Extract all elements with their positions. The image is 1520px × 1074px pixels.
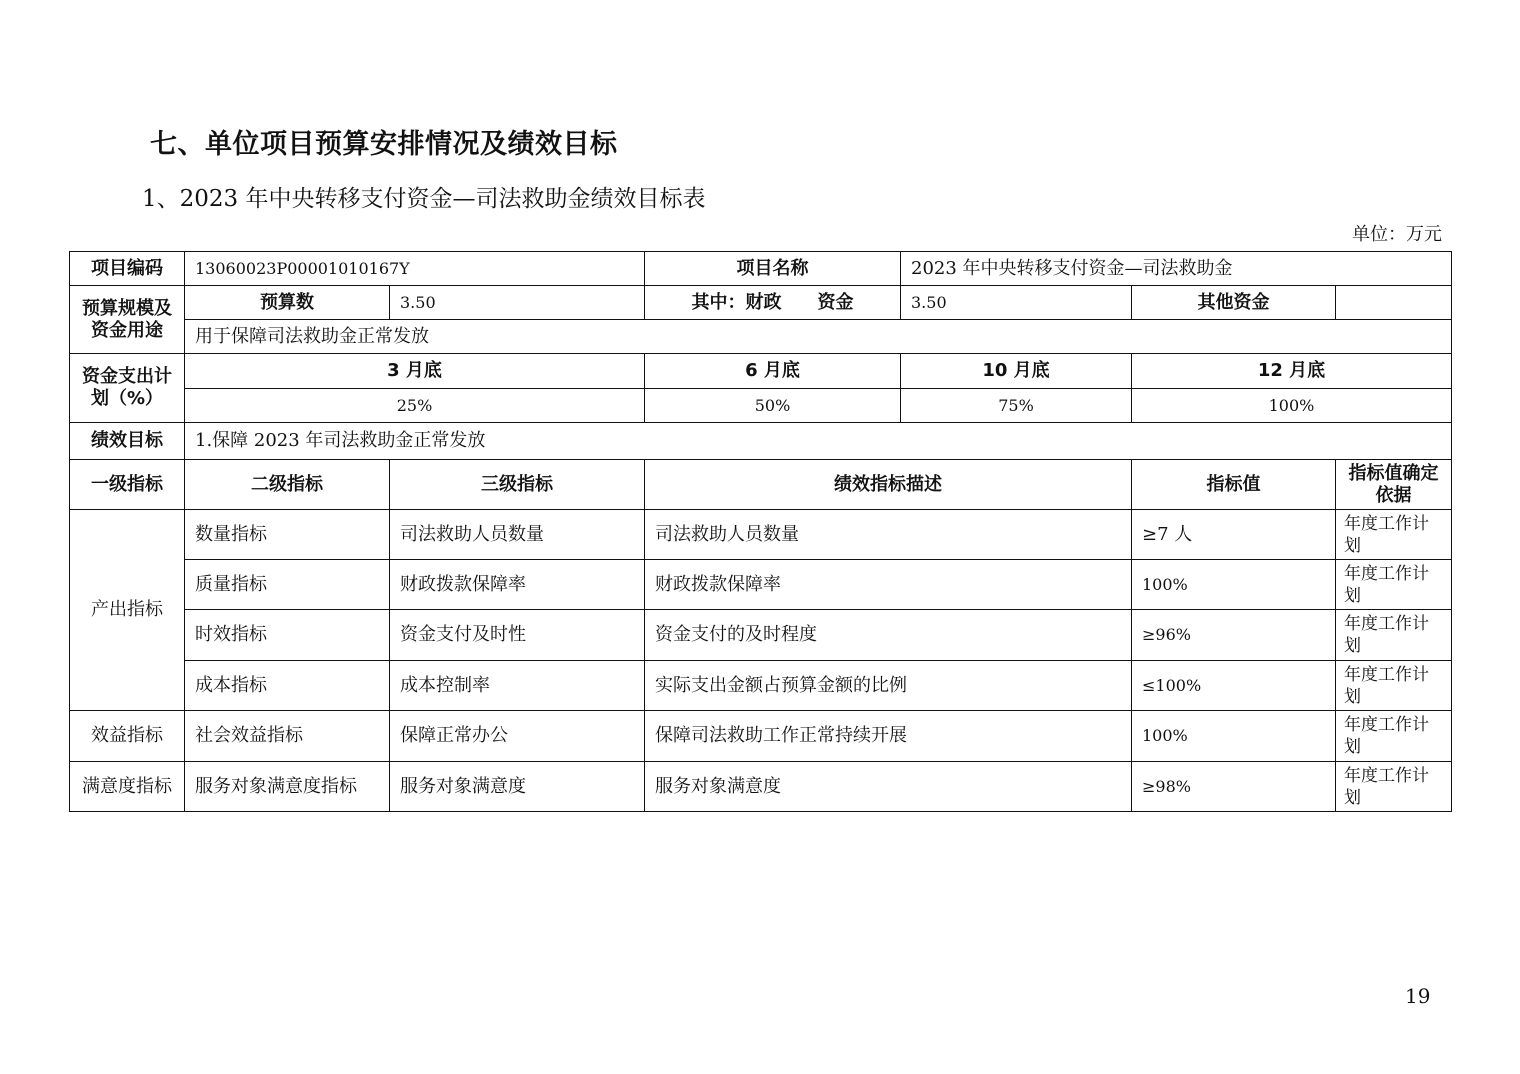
table-row: [70, 762, 1452, 812]
column-header: 一级指标: [70, 460, 185, 510]
level2-indicator: 时效指标: [185, 610, 390, 661]
level3-indicator: 资金支付及时性: [390, 610, 645, 661]
fiscal-value: 3.50: [901, 286, 1132, 320]
plan-value-row: [70, 389, 1452, 423]
page-number: 19: [1405, 984, 1431, 1008]
project-name: 2023 年中央转移支付资金—司法救助金: [901, 252, 1452, 286]
indicator-basis: 年度工作计划: [1336, 661, 1452, 711]
column-header: 三级指标: [390, 460, 645, 510]
level3-indicator: 司法救助人员数量: [390, 510, 645, 560]
level3-indicator: 保障正常办公: [390, 711, 645, 762]
level3-indicator: 财政拨款保障率: [390, 560, 645, 610]
plan-value: 50%: [645, 389, 901, 423]
indicator-value: ≥7 人: [1132, 510, 1336, 560]
indicator-value: ≥96%: [1132, 610, 1336, 661]
column-header: 指标值确定依据: [1336, 460, 1452, 510]
level2-indicator: 质量指标: [185, 560, 390, 610]
indicator-basis: 年度工作计划: [1336, 560, 1452, 610]
indicator-basis: 年度工作计划: [1336, 762, 1452, 812]
indicator-description: 资金支付的及时程度: [645, 610, 1132, 661]
other-value: [1336, 286, 1452, 320]
level2-indicator: 社会效益指标: [185, 711, 390, 762]
project-row: [70, 252, 1452, 286]
indicator-description: 司法救助人员数量: [645, 510, 1132, 560]
indicator-description: 服务对象满意度: [645, 762, 1132, 812]
unit-label: 单位：万元: [1352, 224, 1442, 245]
plan-value: 100%: [1132, 389, 1452, 423]
table-row: [70, 711, 1452, 762]
level2-indicator: 成本指标: [185, 661, 390, 711]
fiscal-label: 其中：财政 资金: [645, 286, 901, 320]
project-code: 13060023P00001010167Y: [185, 252, 645, 286]
plan-month: 3 月底: [185, 354, 645, 389]
table-row: [70, 610, 1452, 661]
plan-value: 75%: [901, 389, 1132, 423]
table-row: [70, 510, 1452, 560]
level1-indicator: 满意度指标: [70, 762, 185, 812]
indicator-basis: 年度工作计划: [1336, 610, 1452, 661]
usage-row: [70, 320, 1452, 354]
page-heading: 七、单位项目预算安排情况及绩效目标: [150, 129, 618, 160]
goal-row: [70, 423, 1452, 460]
plan-month: 10 月底: [901, 354, 1132, 389]
goal-label: 绩效目标: [70, 423, 185, 460]
name-label: 项目名称: [645, 252, 901, 286]
budget-row: [70, 286, 1452, 320]
budget-value: 3.50: [390, 286, 645, 320]
table-row: [70, 560, 1452, 610]
budget-label: 预算数: [185, 286, 390, 320]
indicator-value: ≤100%: [1132, 661, 1336, 711]
plan-month: 6 月底: [645, 354, 901, 389]
table-title: 1、2023 年中央转移支付资金—司法救助金绩效目标表: [142, 186, 706, 212]
column-header-row: [70, 460, 1452, 510]
other-label: 其他资金: [1132, 286, 1336, 320]
level3-indicator: 成本控制率: [390, 661, 645, 711]
plan-value: 25%: [185, 389, 645, 423]
table-row: [70, 661, 1452, 711]
indicator-basis: 年度工作计划: [1336, 711, 1452, 762]
column-header: 二级指标: [185, 460, 390, 510]
indicator-basis: 年度工作计划: [1336, 510, 1452, 560]
usage-text: 用于保障司法救助金正常发放: [185, 320, 1452, 354]
plan-month-row: [70, 354, 1452, 389]
indicator-value: 100%: [1132, 560, 1336, 610]
level1-indicator: 效益指标: [70, 711, 185, 762]
level2-indicator: 数量指标: [185, 510, 390, 560]
code-label: 项目编码: [70, 252, 185, 286]
indicator-description: 保障司法救助工作正常持续开展: [645, 711, 1132, 762]
goal-text: 1.保障 2023 年司法救助金正常发放: [185, 423, 1452, 460]
plan-label: 资金支出计划（%）: [70, 354, 185, 423]
indicator-value: 100%: [1132, 711, 1336, 762]
column-header: 指标值: [1132, 460, 1336, 510]
level1-indicator: 产出指标: [70, 510, 185, 711]
performance-table: [69, 251, 1452, 812]
indicator-value: ≥98%: [1132, 762, 1336, 812]
level2-indicator: 服务对象满意度指标: [185, 762, 390, 812]
scale-label: 预算规模及资金用途: [70, 286, 185, 354]
indicator-description: 财政拨款保障率: [645, 560, 1132, 610]
plan-month: 12 月底: [1132, 354, 1452, 389]
level3-indicator: 服务对象满意度: [390, 762, 645, 812]
column-header: 绩效指标描述: [645, 460, 1132, 510]
indicator-description: 实际支出金额占预算金额的比例: [645, 661, 1132, 711]
